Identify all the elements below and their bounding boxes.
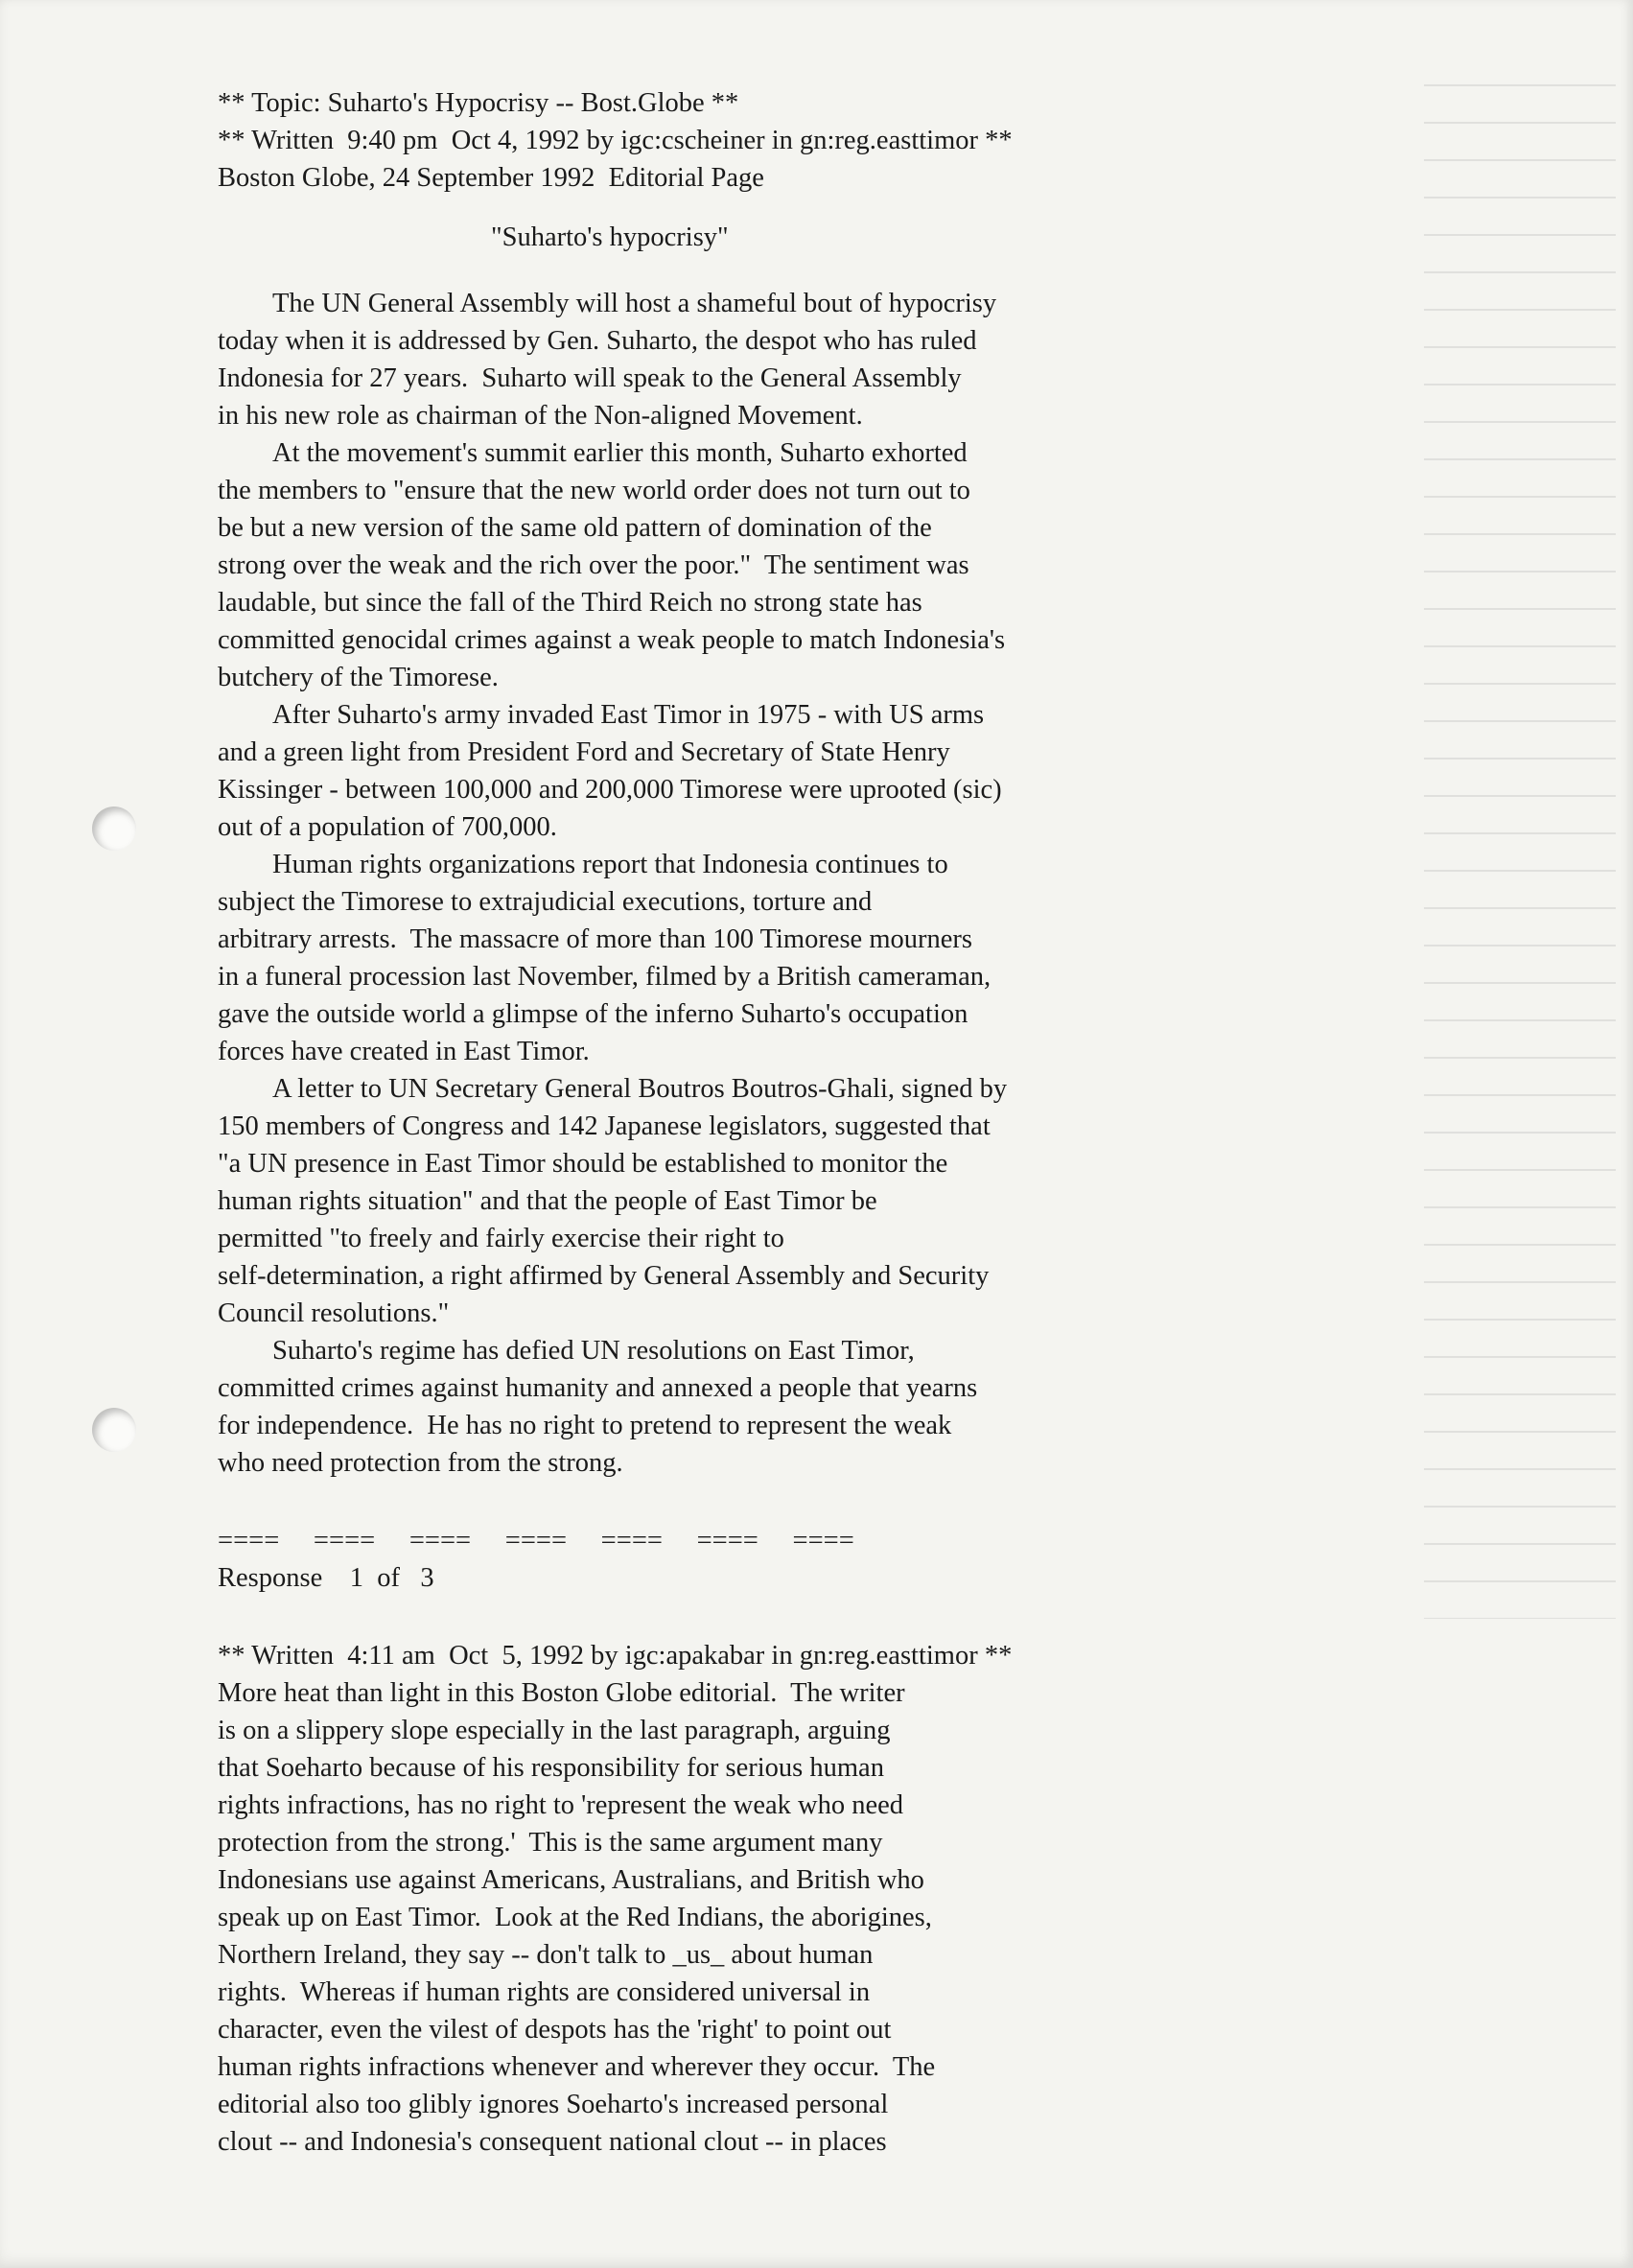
response-line: Northern Ireland, they say -- don't talk to _us_ about human: [218, 1940, 874, 1970]
response-line: More heat than light in this Boston Globe editorial. The writer: [218, 1678, 905, 1708]
response-line: speak up on East Timor. Look at the Red Indians, the aborigines,: [218, 1903, 932, 1932]
punch-hole: [92, 1408, 136, 1452]
paragraph-line: "a UN presence in East Timor should be established to monitor the: [218, 1149, 948, 1179]
response-line: rights. Whereas if human rights are considered universal in: [218, 1977, 871, 2007]
paragraph-line: be but a new version of the same old pattern of domination of the: [218, 513, 932, 543]
paragraph-line: At the movement's summit earlier this month, Suharto exhorted: [272, 438, 968, 468]
article-paragraph: [218, 1070, 1234, 1332]
response-line: editorial also too glibly ignores Soeharto's increased personal: [218, 2090, 889, 2119]
paragraph-line: for independence. He has no right to pretend to represent the weak: [218, 1411, 952, 1440]
paragraph-line: and a green light from President Ford and Secretary of State Henry: [218, 737, 950, 767]
paragraph-line: subject the Timorese to extrajudicial executions, torture and: [218, 887, 873, 917]
response-line: Indonesians use against Americans, Australians, and British who: [218, 1865, 924, 1895]
paragraph-line: today when it is addressed by Gen. Suharto, the despot who has ruled: [218, 326, 977, 356]
paragraph-line: Kissinger - between 100,000 and 200,000 Timorese were uprooted (sic): [218, 775, 1002, 805]
response-written-line: ** Written 4:11 am Oct 5, 1992 by igc:apakabar in gn:reg.easttimor **: [218, 1641, 1013, 1671]
article-paragraph: [218, 434, 1234, 696]
article-title: "Suharto's hypocrisy": [491, 222, 729, 252]
paragraph-line: 150 members of Congress and 142 Japanese legislators, suggested that: [218, 1111, 991, 1141]
paragraph-line: in a funeral procession last November, filmed by a British cameraman,: [218, 962, 991, 992]
paragraph-line: committed genocidal crimes against a weak people to match Indonesia's: [218, 625, 1006, 655]
paragraph-line: The UN General Assembly will host a shameful bout of hypocrisy: [272, 289, 997, 318]
paragraph-line: After Suharto's army invaded East Timor in 1975 - with US arms: [272, 700, 985, 730]
response-line: human rights infractions whenever and wherever they occur. The: [218, 2052, 936, 2082]
paragraph-line: out of a population of 700,000.: [218, 812, 557, 842]
response-line: is on a slippery slope especially in the last paragraph, arguing: [218, 1716, 891, 1745]
topic-line: ** Topic: Suharto's Hypocrisy -- Bost.Globe **: [218, 88, 739, 118]
paragraph-line: Suharto's regime has defied UN resolutions on East Timor,: [272, 1336, 915, 1366]
source-line: Boston Globe, 24 September 1992 Editorial Page: [218, 163, 764, 193]
document-body: [218, 84, 1234, 2161]
paragraph-line: self-determination, a right affirmed by General Assembly and Security: [218, 1261, 990, 1291]
paragraph-line: strong over the weak and the rich over the poor." The sentiment was: [218, 550, 969, 580]
paragraph-line: gave the outside world a glimpse of the inferno Suharto's occupation: [218, 999, 968, 1029]
paragraph-line: Human rights organizations report that Indonesia continues to: [272, 850, 948, 879]
response-body: [218, 1674, 1234, 2161]
response-line: character, even the vilest of despots has the 'right' to point out: [218, 2015, 892, 2045]
reverse-side-bleed-through: [1424, 84, 1616, 1619]
paragraph-line: laudable, but since the fall of the Third Reich no strong state has: [218, 588, 922, 618]
response-label: Response 1 of 3: [218, 1563, 434, 1593]
response-line: that Soeharto because of his responsibility for serious human: [218, 1753, 884, 1783]
paragraph-line: human rights situation" and that the people of East Timor be: [218, 1186, 877, 1216]
paragraph-line: the members to "ensure that the new world order does not turn out to: [218, 476, 970, 505]
paragraph-line: in his new role as chairman of the Non-aligned Movement.: [218, 401, 863, 431]
article-paragraph: [218, 696, 1234, 846]
paragraph-line: forces have created in East Timor.: [218, 1037, 590, 1066]
separator-line: ==== ==== ==== ==== ==== ==== ====: [218, 1526, 854, 1555]
response-line: clout -- and Indonesia's consequent national clout -- in places: [218, 2127, 887, 2157]
article-paragraph: [218, 285, 1234, 434]
paragraph-line: butchery of the Timorese.: [218, 663, 499, 692]
paragraph-line: arbitrary arrests. The massacre of more than 100 Timorese mourners: [218, 924, 972, 954]
paragraph-line: A letter to UN Secretary General Boutros Boutros-Ghali, signed by: [272, 1074, 1008, 1104]
paragraph-line: Indonesia for 27 years. Suharto will speak to the General Assembly: [218, 363, 962, 393]
paragraph-line: committed crimes against humanity and annexed a people that yearns: [218, 1373, 978, 1403]
article-paragraph: [218, 1332, 1234, 1482]
response-line: rights infractions, has no right to 'represent the weak who need: [218, 1790, 904, 1820]
response-line: protection from the strong.' This is the same argument many: [218, 1828, 883, 1858]
article-paragraph: [218, 846, 1234, 1070]
paragraph-line: Council resolutions.": [218, 1298, 450, 1328]
punch-hole: [92, 807, 136, 851]
paragraph-line: permitted "to freely and fairly exercise their right to: [218, 1224, 784, 1253]
written-line: ** Written 9:40 pm Oct 4, 1992 by igc:cscheiner in gn:reg.easttimor **: [218, 126, 1013, 155]
paragraph-line: who need protection from the strong.: [218, 1448, 623, 1478]
